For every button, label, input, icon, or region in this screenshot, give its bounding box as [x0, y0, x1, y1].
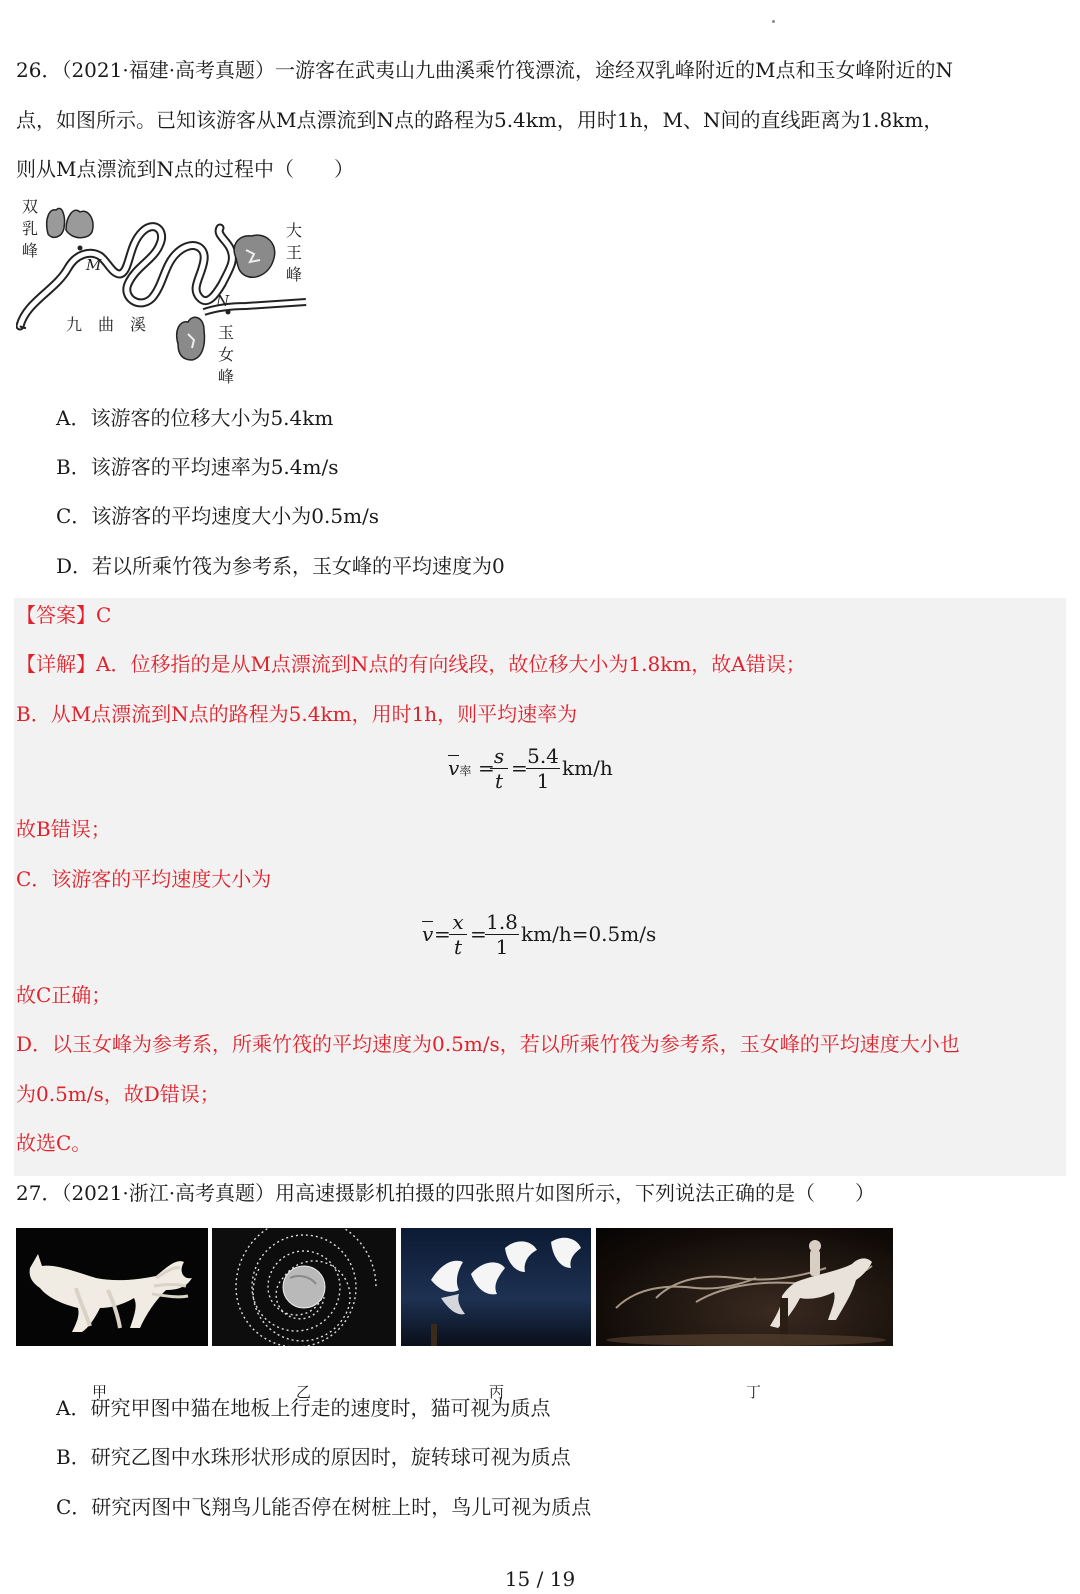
photo-yi-spinning-ball	[212, 1228, 396, 1346]
formula2-frac-xt: $\frac{x}{t}$	[449, 910, 467, 959]
formula1-eq2: =	[511, 756, 528, 780]
q26-detail-a-line	[16, 651, 806, 677]
formula1-eq1: =	[478, 756, 495, 780]
q26-detail-d-line-2: 为0.5m/s，故D错误；	[16, 1082, 220, 1106]
caption-bing: 丙	[489, 1383, 505, 1401]
photo-jia-cat	[16, 1228, 208, 1346]
formula1-frac-values: $\frac{5.4}{1}$	[527, 744, 559, 793]
map-label-shuangru-2: 乳	[22, 219, 39, 238]
map-label-shuangru-1: 双	[22, 197, 39, 216]
caption-ding: 丁	[746, 1383, 762, 1401]
q26-detail-a: A．位移指的是从M点漂流到N点的有向线段，故位移大小为1.8km，故A错误；	[96, 652, 806, 676]
q27-option-b: B．研究乙图中水珠形状形成的原因时，旋转球可视为质点	[56, 1445, 571, 1469]
q26-detail-d-line-1: D．以玉女峰为参考系，所乘竹筏的平均速度为0.5m/s，若以所乘竹筏为参考系，玉女峰的平均速度大小也	[16, 1032, 960, 1056]
map-label-shuangru-3: 峰	[22, 241, 39, 260]
formula2-eq1: =	[434, 922, 451, 946]
formula1-frac-st: $\frac{s}{t}$	[490, 744, 508, 793]
q26-option-b: B．该游客的平均速率为5.4m/s	[56, 455, 339, 479]
detail-tag: 【详解】	[16, 652, 96, 676]
map-label-n: N	[216, 292, 230, 310]
jiuqu-stream-map	[16, 194, 316, 386]
q26-b-conclusion: 故B错误；	[16, 817, 111, 841]
caption-jia: 甲	[92, 1383, 108, 1401]
q26-option-d: D．若以所乘竹筏为参考系，玉女峰的平均速度为0	[56, 554, 505, 578]
q27-stem: 27．（2021·浙江·高考真题）用高速摄影机拍摄的四张照片如图所示，下列说法正确的是（ ）	[16, 1181, 876, 1205]
q26-stem-line-1: 26．（2021·福建·高考真题）一游客在武夷山九曲溪乘竹筏漂流，途经双乳峰附近的M点和玉女峰附近的N	[16, 58, 954, 82]
scan-dot	[772, 20, 775, 23]
photo-bing-birds	[401, 1228, 591, 1346]
formula2-tail: km/h=0.5m/s	[521, 922, 657, 946]
map-label-m: M	[86, 256, 102, 274]
formula2-lhs: v	[422, 922, 434, 946]
q26-detail-b: B．从M点漂流到N点的路程为5.4km，用时1h，则平均速率为	[16, 702, 578, 726]
map-label-dawang-2: 王	[286, 243, 303, 262]
page-number: 15 / 19	[504, 1567, 576, 1591]
q27-option-a: A．研究甲图中猫在地板上行走的速度时，猫可视为质点	[56, 1396, 551, 1420]
map-label-jiuqu: 九 曲 溪	[66, 315, 147, 334]
formula1-unit: km/h	[562, 756, 613, 780]
q26-c-conclusion: 故C正确；	[16, 983, 112, 1007]
formula2-frac-values: $\frac{1.8}{1}$	[486, 910, 518, 959]
q26-option-a: A．该游客的位移大小为5.4km	[56, 406, 334, 430]
map-label-dawang-3: 峰	[286, 265, 303, 284]
formula1-lhs: v率	[448, 756, 472, 780]
q26-answer: 【答案】C	[16, 603, 112, 627]
map-label-yunv-1: 玉	[218, 323, 235, 342]
q26-detail-c: C．该游客的平均速度大小为	[16, 867, 272, 891]
q26-stem-line-2: 点，如图所示。已知该游客从M点漂流到N点的路程为5.4km，用时1h，M、N间的直线距离为1.8km，	[16, 108, 944, 132]
q26-final-answer: 故选C。	[16, 1131, 92, 1155]
q27-option-c: C．研究丙图中飞翔鸟儿能否停在树桩上时，鸟儿可视为质点	[56, 1495, 592, 1519]
q26-option-c: C．该游客的平均速度大小为0.5m/s	[56, 504, 380, 528]
photo-ding-horse	[596, 1228, 893, 1346]
formula2-eq2: =	[470, 922, 487, 946]
caption-yi: 乙	[296, 1383, 312, 1401]
map-label-yunv-2: 女	[218, 345, 235, 364]
map-label-yunv-3: 峰	[218, 367, 235, 386]
map-label-dawang-1: 大	[286, 221, 303, 240]
q26-stem-line-3: 则从M点漂流到N点的过程中（ ）	[16, 157, 354, 181]
